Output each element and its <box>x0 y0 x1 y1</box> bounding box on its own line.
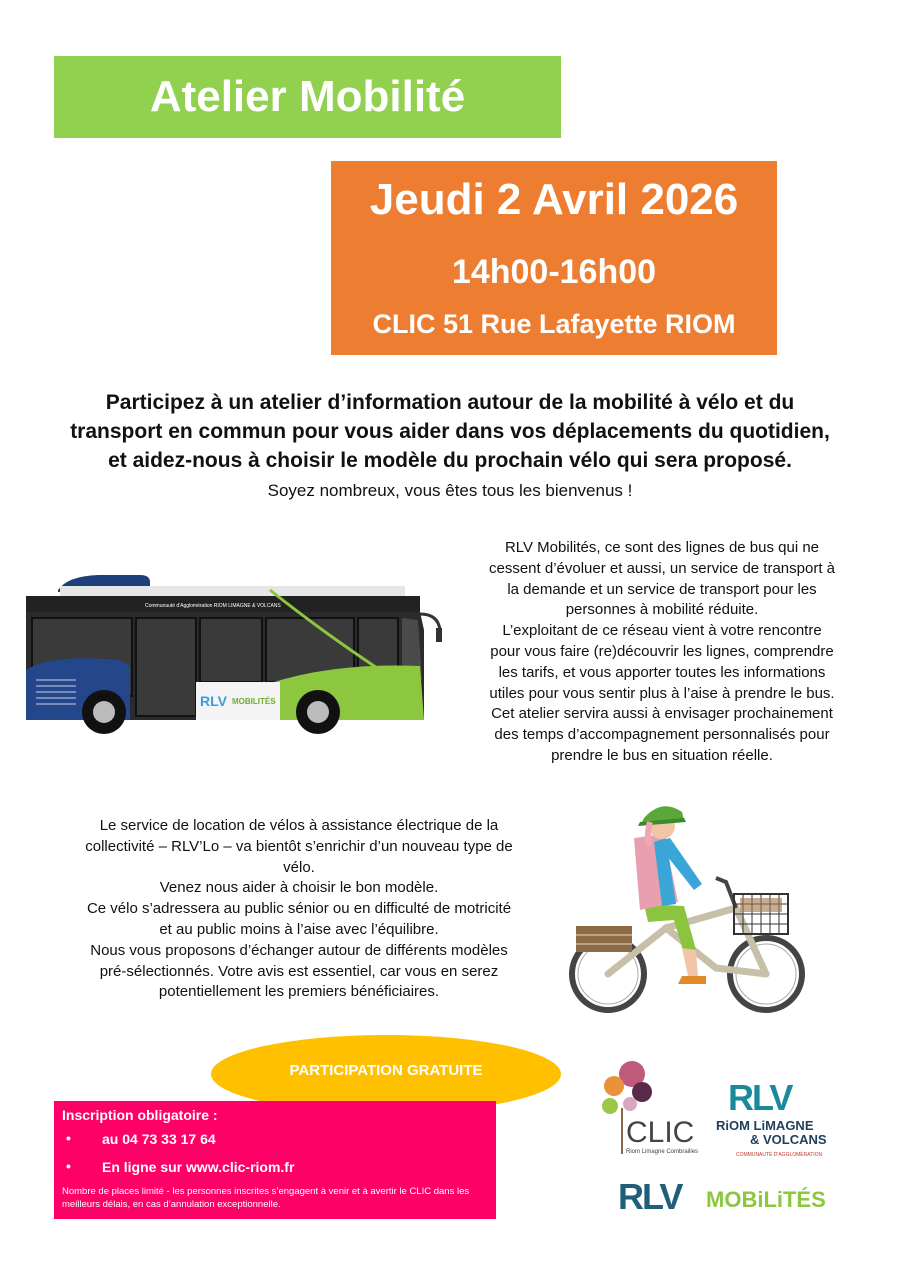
event-date: Jeudi 2 Avril 2026 <box>369 175 739 224</box>
text-line: les tarifs, et vous apporter toutes les informations <box>498 663 826 681</box>
inscription-phone[interactable]: • au 04 73 33 17 64 <box>62 1131 488 1159</box>
text-line: vélo. <box>283 858 315 876</box>
text-line: utiles pour vous sentir plus à l’aise à prendre le bus. <box>489 684 835 702</box>
intro-subline: Soyez nombreux, vous êtes tous les bienvenus ! <box>267 481 633 500</box>
bike-paragraph <box>44 816 554 1003</box>
bus-banner-text: Communauté d'Agglomération RIOM LIMAGNE & VOLCANS <box>145 603 281 609</box>
text-line: Venez nous aider à choisir le bon modèle. <box>159 879 439 897</box>
inscription-note: Nombre de places limité - les personnes inscrites s’engagent à venir et à avertir le CLIC dans les meilleurs délais, en cas d’annulation exceptionnelle. <box>62 1186 470 1210</box>
text-line: pour vous faire (re)découvrir les lignes, comprendre <box>490 642 834 660</box>
inscription-heading: Inscription obligatoire : <box>62 1107 218 1123</box>
bus-logo-rlv: RLV <box>200 693 227 709</box>
intro-text <box>40 388 860 475</box>
rlv-letters: RLV <box>728 1077 792 1118</box>
intro-line: transport en commun pour vous aider dans vos déplacements du quotidien, <box>70 420 830 443</box>
text-line: cessent d’évoluer et aussi, un service de transport à <box>488 559 836 577</box>
page-title: Atelier Mobilité <box>149 72 466 121</box>
text-line: collectivité – RLV’Lo – va bientôt s’enrichir d’un nouveau type de <box>85 837 513 855</box>
text-line: des temps d’accompagnement personnalisés pour <box>494 726 830 744</box>
clic-subtitle: Riom Limagne Combrailles <box>626 1149 699 1155</box>
rlvm-letters: RLV <box>618 1176 682 1217</box>
rlv-logo <box>714 1072 844 1160</box>
text-line: RLV Mobilités, ce sont des lignes de bus qui ne <box>504 539 820 556</box>
rlv-paragraph <box>447 538 877 767</box>
title-banner <box>54 56 561 138</box>
clic-logo <box>586 1058 706 1158</box>
rlv-line1: RiOM LiMAGNE <box>716 1118 814 1133</box>
text-line: la demande et un service de transport pour les <box>507 580 817 598</box>
cyclist-illustration <box>566 798 816 1020</box>
text-line: pré-sélectionnés. Votre avis est essentiel, car vous en serez <box>99 962 499 980</box>
text-line: Le service de location de vélos à assistance électrique de la <box>99 817 499 834</box>
rlv-mobilites-logo <box>616 1175 841 1220</box>
text-line: Ce vélo s’adressera au public sénior ou en difficulté de motricité <box>86 900 512 918</box>
inscription-list <box>62 1131 488 1187</box>
inscription-web[interactable]: • En ligne sur www.clic-riom.fr <box>62 1159 488 1187</box>
rlvm-word: MOBiLiTÉS <box>706 1187 826 1212</box>
participation-label: PARTICIPATION GRATUITE <box>289 1061 483 1079</box>
rlv-sub: COMMUNAUTÉ D'AGGLOMÉRATION <box>736 1152 823 1158</box>
bus-illustration <box>20 570 445 740</box>
clic-name: CLIC <box>626 1116 695 1149</box>
text-line: Nous vous proposons d’échanger autour de différents modèles <box>90 941 508 959</box>
text-line: potentiellement les premiers bénéficiaires. <box>158 983 440 1001</box>
event-info-box <box>331 161 777 355</box>
bus-logo-mobilites: MOBILITÉS <box>232 697 276 706</box>
text-line: prendre le bus en situation réelle. <box>551 746 773 764</box>
text-line: L’exploitant de ce réseau vient à votre rencontre <box>502 622 822 640</box>
rlv-line2: & VOLCANS <box>750 1132 827 1147</box>
event-time: 14h00-16h00 <box>451 253 657 291</box>
intro-line: Participez à un atelier d’information autour de la mobilité à vélo et du <box>105 391 795 414</box>
intro-line: et aidez-nous à choisir le modèle du prochain vélo qui sera proposé. <box>108 449 792 472</box>
inscription-box <box>54 1101 496 1219</box>
text-line: personnes à mobilité réduite. <box>565 601 759 619</box>
text-line: et au public moins à l’aise avec l’équilibre. <box>159 920 439 938</box>
text-line: Cet atelier servira aussi à envisager prochainement <box>491 705 833 723</box>
event-place: CLIC 51 Rue Lafayette RIOM <box>372 309 736 339</box>
